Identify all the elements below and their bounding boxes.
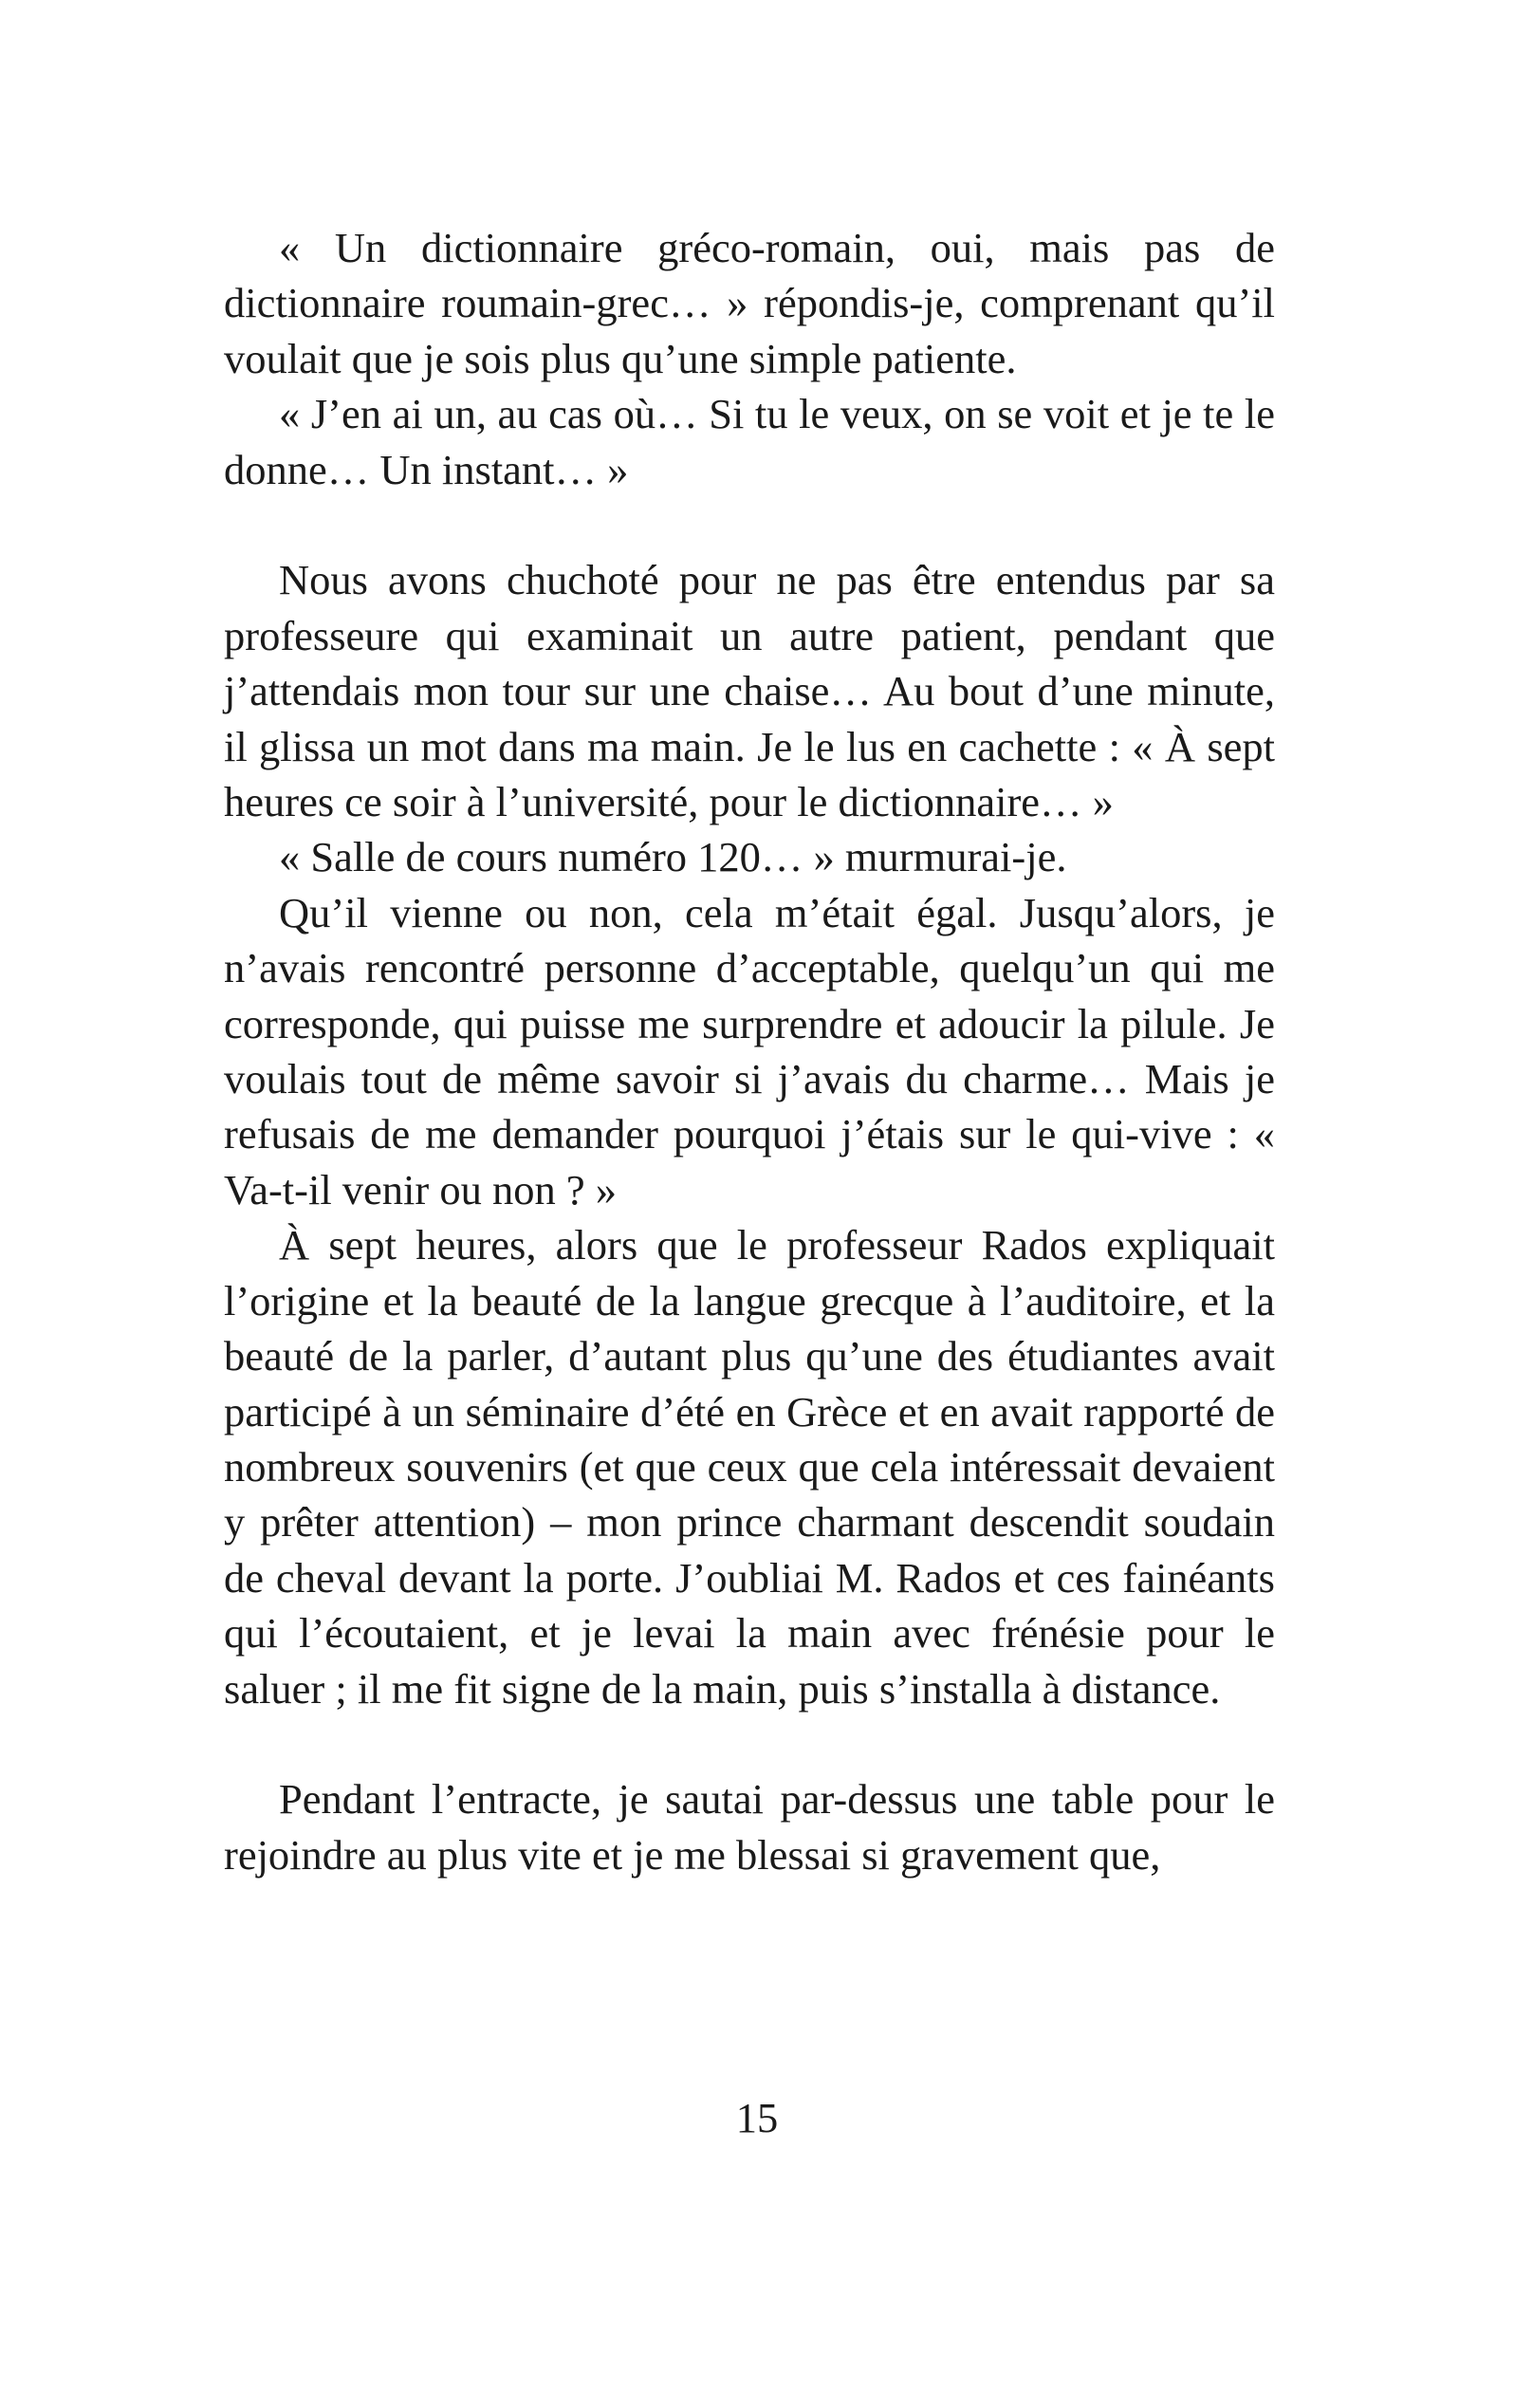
paragraph-2: « J’en ai un, au cas où… Si tu le veux, on se voit et je te le donne… Un instant… »: [224, 390, 1275, 493]
paragraph-5: Qu’il vienne ou non, cela m’était égal. Jusqu’alors, je n’avais rencontré personne d’acceptable, quelqu’un qui me corresponde, qui puisse me surprendre et adoucir la pilule. Je voulais tout de même savoir si j’avais du charme… Mais je refusais de me demander pourquoi j’étais sur le qui-vive : « Va-t-il venir ou non ? »: [224, 888, 1275, 1213]
page-number: 15: [735, 2094, 779, 2141]
paragraph-1: « Un dictionnaire gréco-romain, oui, mais pas de dictionnaire roumain-grec… » répondis-je, comprenant qu’il voulait que je sois plus qu’une simple patiente.: [224, 224, 1275, 382]
paragraph-3: Nous avons chuchoté pour ne pas être entendus par sa professeure qui examinait un autre patient, pendant que j’attendais mon tour sur une chaise… Au bout d’une minute, il glissa un mot dans ma main. Je le lus en cachette : « À sept heures ce soir à l’université, pour le dictionnaire… »: [224, 556, 1275, 826]
body-text: [224, 220, 1275, 1882]
paragraph-7: Pendant l’entracte, je sautai par-dessus une table pour le rejoindre au plus vite et je me blessai si gravement que,: [224, 1775, 1275, 1879]
paragraph-6: À sept heures, alors que le professeur Rados expliquait l’origine et la beauté de la langue grecque à l’auditoire, et la beauté de la parler, d’autant plus qu’une des étudiantes avait participé à un séminaire d’été en Grèce et en avait rapporté de nombreux souvenirs (et que ceux que cela intéressait devaient y prêter attention) – mon prince charmant descendit soudain de cheval devant la porte. J’oubliai M. Rados et ces fainéants qui l’écoutaient, et je levai la main avec frénésie pour le saluer ; il me fit signe de la main, puis s’installa à distance.: [224, 1221, 1275, 1713]
paragraph-4: « Salle de cours numéro 120… » murmurai-je.: [279, 833, 1067, 881]
